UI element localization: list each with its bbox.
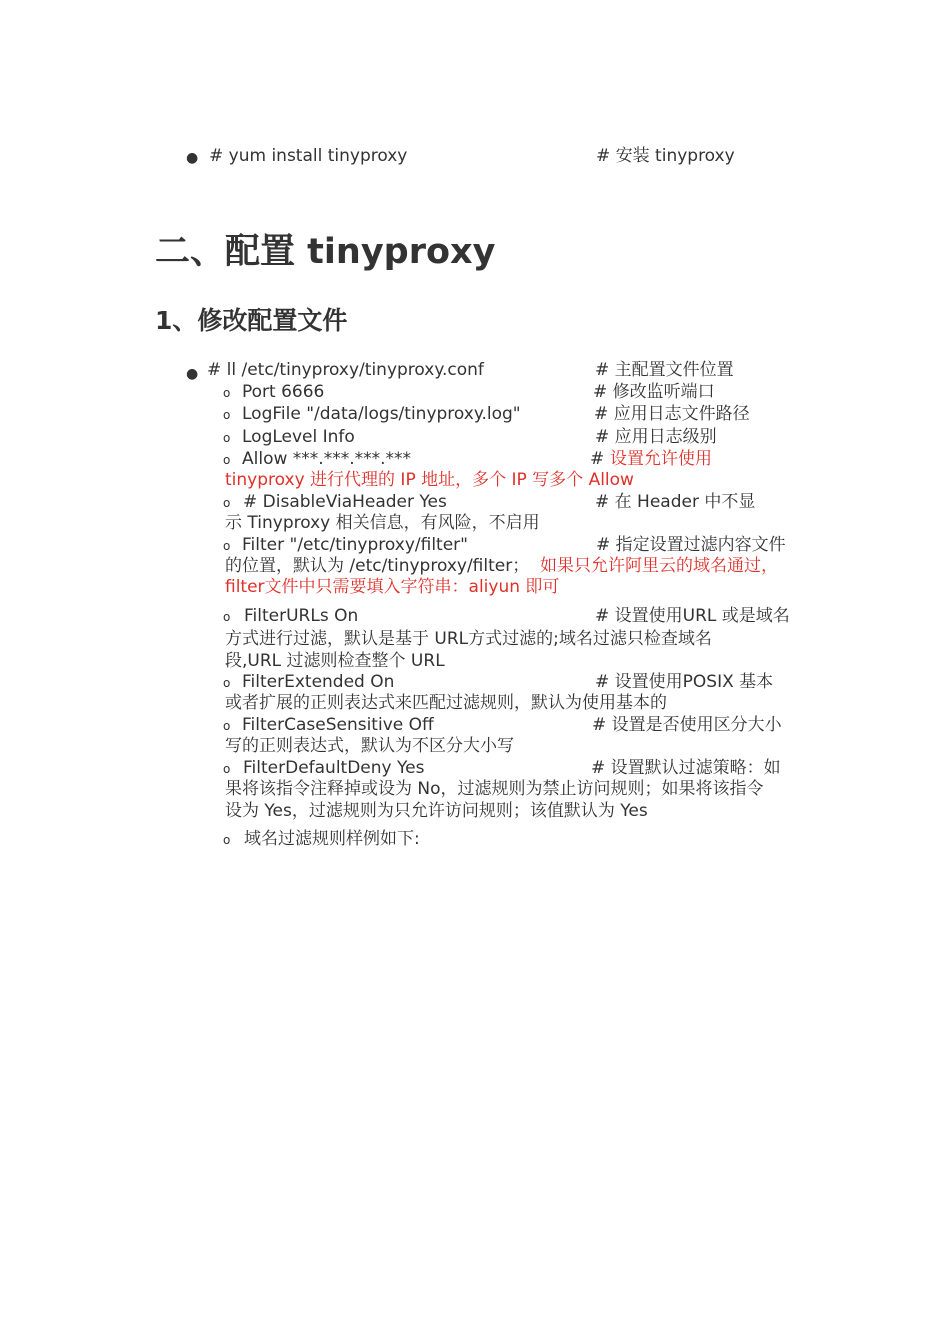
filter-comment-highlight-continued: filter文件中只需要填入字符串：aliyun 即可	[225, 577, 560, 597]
filtercase-comment: # 设置是否使用区分大小	[592, 715, 782, 735]
filterextended-comment-continued: 或者扩展的正则表达式来匹配过滤规则，默认为使用基本的	[225, 693, 667, 713]
port-comment: # 修改监听端口	[593, 382, 715, 402]
logfile-comment: # 应用日志文件路径	[594, 404, 750, 424]
allow-comment: 设置允许使用	[610, 449, 712, 469]
filterextended-command: FilterExtended On	[242, 672, 395, 692]
sub-bullet: o	[223, 719, 231, 733]
filter-comment: # 指定设置过滤内容文件	[596, 535, 786, 555]
allow-comment-hash: #	[590, 449, 605, 469]
filterurls-comment-continued: 方式进行过滤，默认是基于 URL方式过滤的;域名过滤只检查域名	[225, 629, 712, 649]
filter-example-label: 域名过滤规则样例如下:	[244, 829, 420, 849]
install-comment: # 安装 tinyproxy	[596, 146, 735, 166]
allow-command: Allow ***.***.***.***	[242, 449, 411, 469]
config-path-command: # ll /etc/tinyproxy/tinyproxy.conf	[207, 360, 484, 380]
filter-comment-highlight: 如果只允许阿里云的域名通过，	[540, 556, 778, 576]
sub-bullet: o	[223, 496, 231, 510]
config-path-comment: # 主配置文件位置	[595, 360, 734, 380]
filter-comment-continued: 的位置，默认为 /etc/tinyproxy/filter；	[225, 556, 530, 576]
loglevel-command: LogLevel Info	[242, 427, 355, 447]
filterurls-comment-continued-2: 段,URL 过滤则检查整个 URL	[225, 651, 445, 671]
port-command: Port 6666	[242, 382, 325, 402]
filterdeny-comment-continued-2: 设为 Yes，过滤规则为只允许访问规则；该值默认为 Yes	[225, 801, 648, 821]
filterdeny-comment: # 设置默认过滤策略：如	[591, 758, 781, 778]
logfile-command: LogFile "/data/logs/tinyproxy.log"	[242, 404, 521, 424]
filtercase-command: FilterCaseSensitive Off	[242, 715, 434, 735]
filter-command: Filter "/etc/tinyproxy/filter"	[242, 535, 468, 555]
sub-bullet: o	[223, 386, 231, 400]
filtercase-comment-continued: 写的正则表达式，默认为不区分大小写	[225, 736, 514, 756]
sub-bullet: o	[223, 408, 231, 422]
disablevia-command: # DisableViaHeader Yes	[243, 492, 447, 512]
loglevel-comment: # 应用日志级别	[595, 427, 717, 447]
bullet: ●	[186, 366, 199, 382]
filterurls-comment: # 设置使用URL 或是域名	[595, 606, 790, 626]
disablevia-comment: # 在 Header 中不显	[595, 492, 756, 512]
filterurls-command: FilterURLs On	[244, 606, 359, 626]
sub-bullet: o	[223, 539, 231, 553]
disablevia-comment-continued: 示 Tinyproxy 相关信息，有风险，不启用	[225, 513, 540, 533]
subsection-heading: 1、修改配置文件	[155, 306, 348, 335]
bullet: ●	[186, 150, 199, 166]
sub-bullet: o	[223, 676, 231, 690]
sub-bullet: o	[223, 453, 231, 467]
sub-bullet: o	[223, 833, 231, 847]
allow-comment-continued: tinyproxy 进行代理的 IP 地址，多个 IP 写多个 Allow	[225, 470, 634, 490]
filterdeny-command: FilterDefaultDeny Yes	[243, 758, 425, 778]
section-heading: 二、配置 tinyproxy	[155, 232, 496, 272]
install-command: # yum install tinyproxy	[209, 146, 408, 166]
sub-bullet: o	[223, 431, 231, 445]
filterdeny-comment-continued: 果将该指令注释掉或设为 No，过滤规则为禁止访问规则；如果将该指令	[225, 779, 764, 799]
sub-bullet: o	[223, 610, 231, 624]
filterextended-comment: # 设置使用POSIX 基本	[595, 672, 774, 692]
sub-bullet: o	[223, 762, 231, 776]
